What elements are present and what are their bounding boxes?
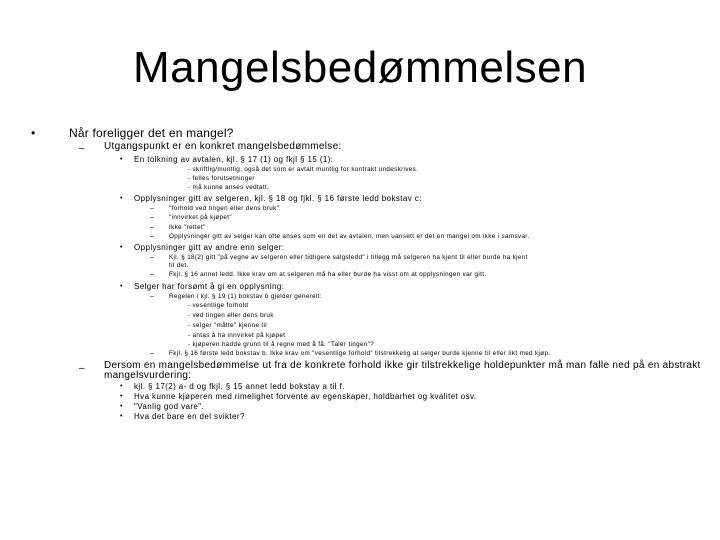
level3-text: Hva det bare en del svikter?: [134, 412, 245, 421]
bullet-marker: •: [120, 244, 123, 251]
level2-text: Dersom en mangelsbedømmelse ut fra de konkrete forhold ikke gir tilstrekkelige holdepunkter må man falle ned på en abstrakt: [104, 360, 701, 371]
level4-text: Fkjl. § 16 annet ledd. Ikke krav om at selgeren må ha eller burde ha visst om at opplysningen var gitt.: [169, 271, 487, 278]
slide-title: Mangelsbedømmelsen: [132, 43, 588, 92]
sub-item-text: - felles forutsetninger: [188, 175, 255, 182]
level4-text: Opplysninger gitt av selger kan ofte anses som en del av avtalen, men uansett er det en mangel om ikke i samsvar.: [169, 233, 530, 240]
level4-text: Kjl. § 18(2) gitt "på vegne av selgeren eller tidligere salgsledd" i tillegg må selgeren ha kjent til eller burde ha kjent: [169, 254, 528, 261]
level1-text: Når foreligger det en mangel?: [69, 126, 234, 140]
dash-marker: –: [150, 233, 154, 240]
level2-text: Utgangspunkt er en konkret mangelsbedømmelse:: [104, 141, 342, 152]
bullet-marker: •: [120, 283, 123, 290]
bullet-marker: •: [120, 393, 123, 400]
dash-marker: –: [150, 271, 154, 278]
dash-marker: –: [150, 214, 154, 221]
level4-text: "forhold ved tingen eller dens bruk": [169, 205, 280, 212]
level3-text: "Vanlig god vare".: [134, 402, 205, 411]
sub-item-text: - skriftlig/muntlig, også det som er avtalt muntlig for kontrakt undeskrives.: [188, 166, 419, 173]
sub-item-text: - ved tingen eller dens bruk: [188, 312, 274, 319]
level3-text: Opplysninger gitt av selgeren, kjl. § 18 og fjkl. § 16 første ledd bokstav c:: [134, 194, 422, 203]
bullet-marker: •: [120, 156, 123, 163]
sub-item-text: - må kunne anses vedtatt.: [188, 184, 270, 191]
level4-text: "innvirket på kjøpet": [169, 214, 232, 221]
dash-marker: –: [150, 254, 154, 261]
level3-text: Hva kunne kjøperen med rimelighet forvente av egenskaper, holdbarhet og kvalitet osv.: [134, 392, 477, 401]
level3-text: En tolkning av avtalen, kjl. § 17 (1) og fkjl § 15 (1):: [134, 155, 334, 164]
dash-marker: –: [150, 205, 154, 212]
level4-text: Fkjl. § 16 første ledd bokstav b. Ikke krav om "vesentlige forhold" tilstrekkelig at selger burde kjenne til eller likt med kjøp.: [169, 350, 551, 357]
bullet-marker: •: [120, 383, 123, 390]
dash-marker: –: [150, 224, 154, 231]
level2-text-continued: mangelsvurdering:: [104, 370, 192, 381]
dash-marker: –: [79, 143, 85, 154]
dash-marker: –: [150, 350, 154, 357]
dash-marker: –: [79, 363, 85, 374]
sub-item-text: - kjøperen hadde grunn til å regne med å få. "Taler tingen"?: [188, 341, 375, 348]
level4-text: Ikke "rettet": [169, 224, 206, 231]
level3-text: Selger har forsømt å gi en opplysning:: [134, 282, 285, 291]
sub-item-text: - vesentlige forhold: [188, 302, 249, 309]
sub-item-text: - antas å ha innvirket på kjøpet: [188, 332, 286, 339]
level4-text-continued: til det.: [169, 262, 189, 269]
level3-text: Opplysninger gitt av andre enn selger:: [134, 243, 285, 252]
bullet-marker: •: [31, 126, 36, 140]
bullet-marker: •: [120, 413, 123, 420]
bullet-marker: •: [120, 403, 123, 410]
level4-text: Regelen i kjl. § 19 (1) bokstav b gjelder generelt:: [169, 293, 322, 300]
bullet-marker: •: [120, 195, 123, 202]
level3-text: kjl. § 17(2) a- d og fkjl. § 15 annet ledd bokstav a til f.: [134, 382, 345, 391]
dash-marker: –: [150, 293, 154, 300]
sub-item-text: - selger "måtte" kjenne til: [188, 322, 268, 329]
